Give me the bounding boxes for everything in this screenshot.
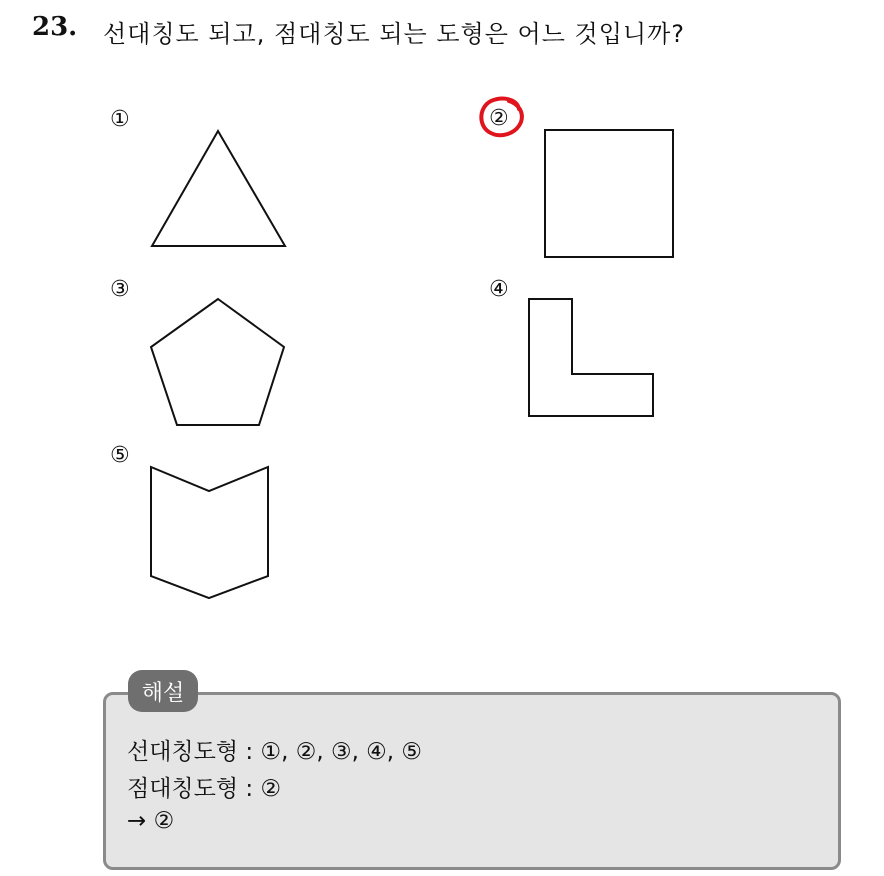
question-text: 선대칭도 되고, 점대칭도 되는 도형은 어느 것입니까? [103,20,686,48]
choice-3-label[interactable]: ③ [110,277,130,302]
explanation-line-point-symmetry: 점대칭도형 : ② [127,776,282,802]
choice-2-label[interactable]: ② [489,106,509,131]
question-number: 23. [32,12,78,42]
choice-4-label[interactable]: ④ [489,277,509,302]
explanation-line-line-symmetry: 선대칭도형 : ①, ②, ③, ④, ⑤ [127,739,423,765]
explanation-line-answer: → ② [127,808,175,834]
choice-1-label[interactable]: ① [110,107,130,132]
choice-5-label[interactable]: ⑤ [110,443,130,468]
explanation-tag: 해설 [128,670,198,712]
